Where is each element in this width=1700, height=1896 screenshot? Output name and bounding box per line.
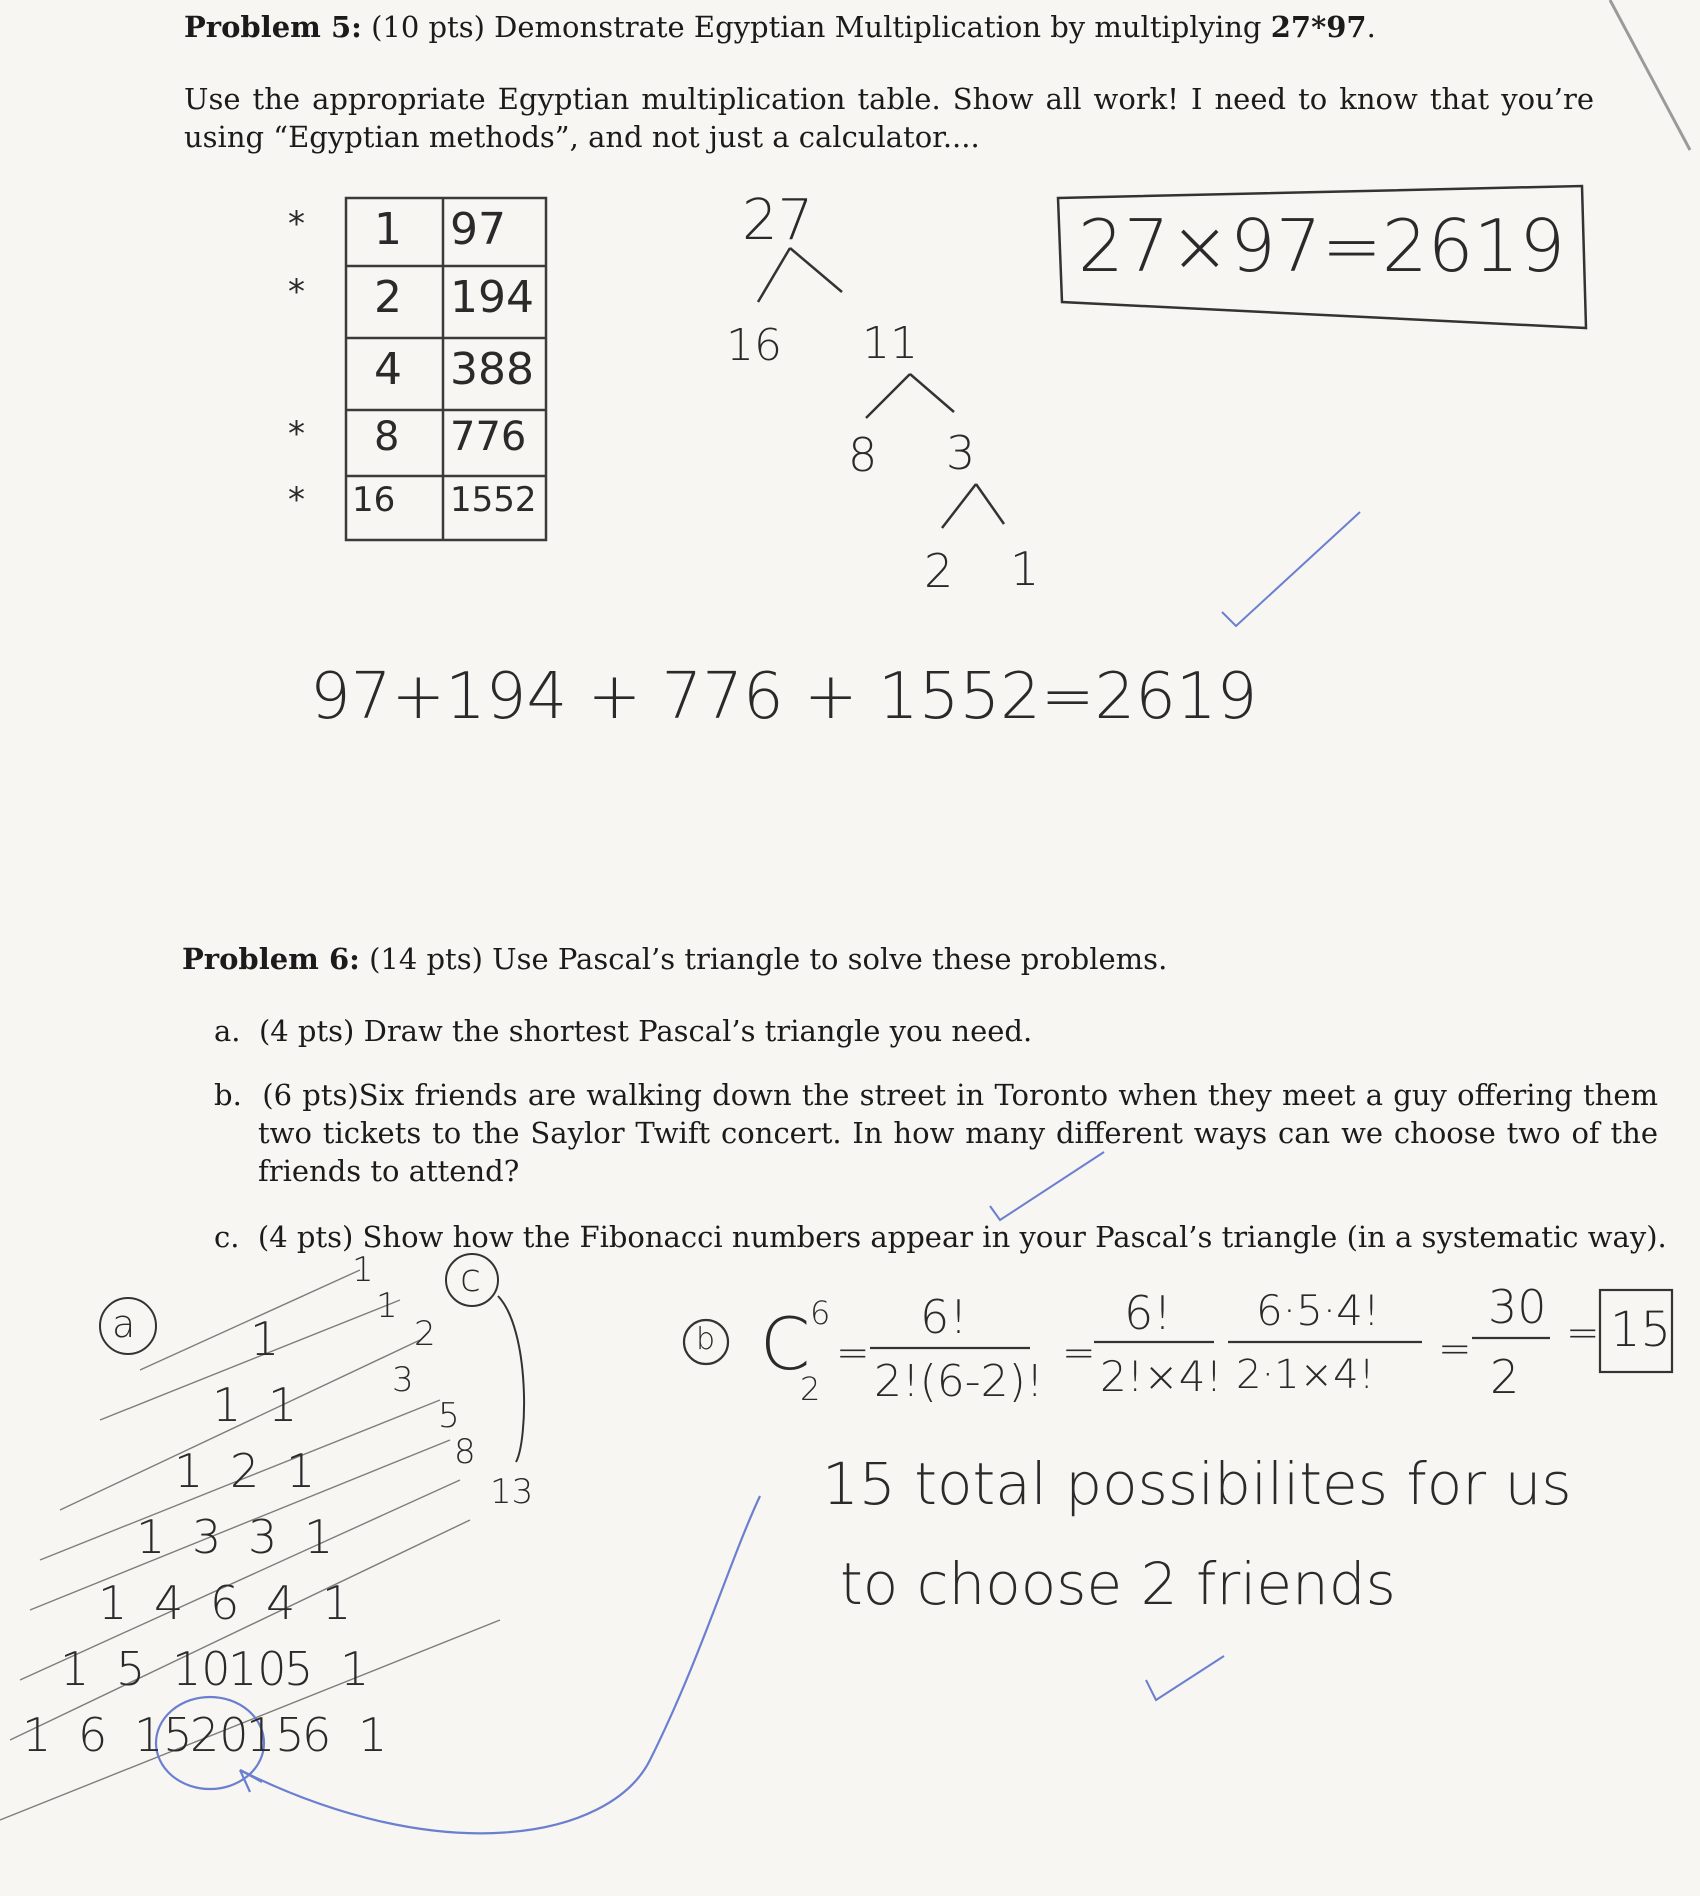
table-row-mark: * [288, 272, 305, 312]
pascal-entry: 10 [172, 1642, 231, 1696]
equals-2: = [1062, 1330, 1096, 1376]
pascal-entry: 1 [304, 1510, 334, 1564]
pascal-entry: 5 [284, 1642, 314, 1696]
fraction-4-num: 30 [1488, 1280, 1547, 1334]
problem-6-points: (14 pts) [369, 942, 483, 976]
table-row-left: 1 [374, 204, 402, 255]
pascal-entry: 1 [358, 1708, 388, 1762]
table-row-mark: * [288, 414, 305, 454]
fibonacci-number: 13 [490, 1472, 534, 1512]
tree-node-11: 11 [862, 318, 918, 369]
table-row-right: 97 [450, 204, 506, 255]
pascal-entry: 3 [248, 1510, 278, 1564]
pascal-entry: 1 [268, 1378, 298, 1432]
pascal-entry: 1 [98, 1576, 128, 1630]
part-b-answer-line-1: 15 total possibilites for us [822, 1450, 1572, 1518]
problem-6-heading [182, 940, 1602, 978]
table-row-right: 776 [450, 414, 527, 460]
result-boxed: 15 [1610, 1302, 1672, 1358]
pascal-entry: 4 [266, 1576, 296, 1630]
problem-5-points: (10 pts) [371, 10, 485, 44]
pascal-entry: 10 [228, 1642, 287, 1696]
tree-node-1: 1 [1010, 542, 1040, 596]
pascal-entry: 5 [116, 1642, 146, 1696]
combination-sup: 6 [810, 1294, 831, 1332]
problem-5-text: Demonstrate Egyptian Multiplication by multiplying [494, 10, 1262, 44]
equals-1: = [836, 1330, 870, 1376]
table-row-right: 1552 [450, 480, 537, 520]
fraction-3-den: 2·1×4! [1236, 1352, 1375, 1398]
table-row-mark: * [288, 204, 305, 244]
pascal-entry: 20 [190, 1708, 249, 1762]
problem-6b: b. (6 pts)Six friends are walking down the street in Toronto when they meet a guy offering them two tickets to the Saylor Twift concert. In how many different ways can we choose two of the friends to attend? [214, 1078, 1659, 1188]
fibonacci-number: 1 [376, 1286, 398, 1326]
pascal-entry: 2 [230, 1444, 260, 1498]
problem-6c: c. (4 pts) Show how the Fibonacci numbers appear in your Pascal’s triangle (in a systematic way). [214, 1220, 1667, 1254]
problem-5-heading: Problem 5: (10 pts) Demonstrate Egyptian Multiplication by multiplying 27*97. [184, 10, 1376, 44]
pascal-entry: 6 [302, 1708, 332, 1762]
answer-box-text: 27×97=2619 [1078, 204, 1566, 288]
fibonacci-number: 8 [454, 1432, 476, 1472]
fraction-1-den: 2!(6-2)! [874, 1356, 1044, 1407]
pascal-entry: 1 [340, 1642, 370, 1696]
problem-5-label: Problem 5: [184, 10, 362, 44]
tree-node-8: 8 [848, 428, 878, 482]
fraction-1-num: 6! [920, 1290, 968, 1344]
pascal-entry: 15 [246, 1708, 305, 1762]
part-b-answer-line-2: to choose 2 friends [840, 1550, 1396, 1618]
fraction-2-num: 6! [1124, 1286, 1172, 1340]
problem-6a: a. (4 pts) Draw the shortest Pascal’s triangle you need. [214, 1014, 1033, 1048]
pascal-part-label: a [112, 1302, 136, 1346]
pascal-entry: 1 [136, 1510, 166, 1564]
pascal-entry: 1 [286, 1444, 316, 1498]
pascal-entry: 3 [192, 1510, 222, 1564]
problem-5-expression: 27*97 [1270, 10, 1367, 44]
table-row-mark: * [288, 480, 305, 520]
table-row-right: 388 [450, 344, 534, 395]
equals-3: = [1438, 1326, 1472, 1372]
tree-node-2: 2 [924, 544, 954, 598]
problem-6-label: Problem 6: [182, 942, 360, 976]
pascal-entry: 4 [154, 1576, 184, 1630]
fibonacci-number: 5 [438, 1396, 460, 1436]
problem-6-text: Use Pascal’s triangle to solve these problems. [492, 942, 1168, 976]
fraction-2-den: 2!×4! [1100, 1352, 1223, 1401]
table-row-left: 4 [374, 344, 402, 395]
table-row-left: 8 [374, 414, 400, 460]
fibonacci-number: 2 [414, 1314, 436, 1354]
pascal-entry: 1 [322, 1576, 352, 1630]
fraction-4-den: 2 [1490, 1350, 1520, 1404]
table-row-right: 194 [450, 272, 534, 323]
pascal-entry: 1 [60, 1642, 90, 1696]
pascal-entry: 6 [78, 1708, 108, 1762]
pascal-entry: 1 [212, 1378, 242, 1432]
problem-5-instructions: Use the appropriate Egyptian multiplication table. Show all work! I need to know that you’re using “Egyptian methods”, and not just a calculator.... [184, 82, 1594, 154]
table-row-left: 2 [374, 272, 402, 323]
fibonacci-number: 1 [352, 1250, 374, 1290]
sum-line: 97+194 + 776 + 1552=2619 [310, 660, 1258, 734]
combination-symbol: C [760, 1302, 811, 1386]
fib-part-label: c [460, 1256, 481, 1300]
fraction-3-num: 6·5·4! [1256, 1286, 1380, 1335]
table-row-left: 16 [352, 480, 396, 520]
part-b-label: b [696, 1322, 716, 1357]
pascal-entry: 15 [134, 1708, 193, 1762]
tree-root: 27 [742, 188, 814, 253]
tree-node-16: 16 [726, 320, 782, 371]
pascal-entry: 6 [210, 1576, 240, 1630]
combination-sub: 2 [800, 1370, 821, 1408]
equals-4: = [1566, 1310, 1600, 1356]
pascal-entry: 1 [174, 1444, 204, 1498]
pascal-entry: 1 [250, 1312, 280, 1366]
pascal-entry: 1 [22, 1708, 52, 1762]
tree-node-3: 3 [946, 426, 976, 480]
fibonacci-number: 3 [392, 1360, 414, 1400]
